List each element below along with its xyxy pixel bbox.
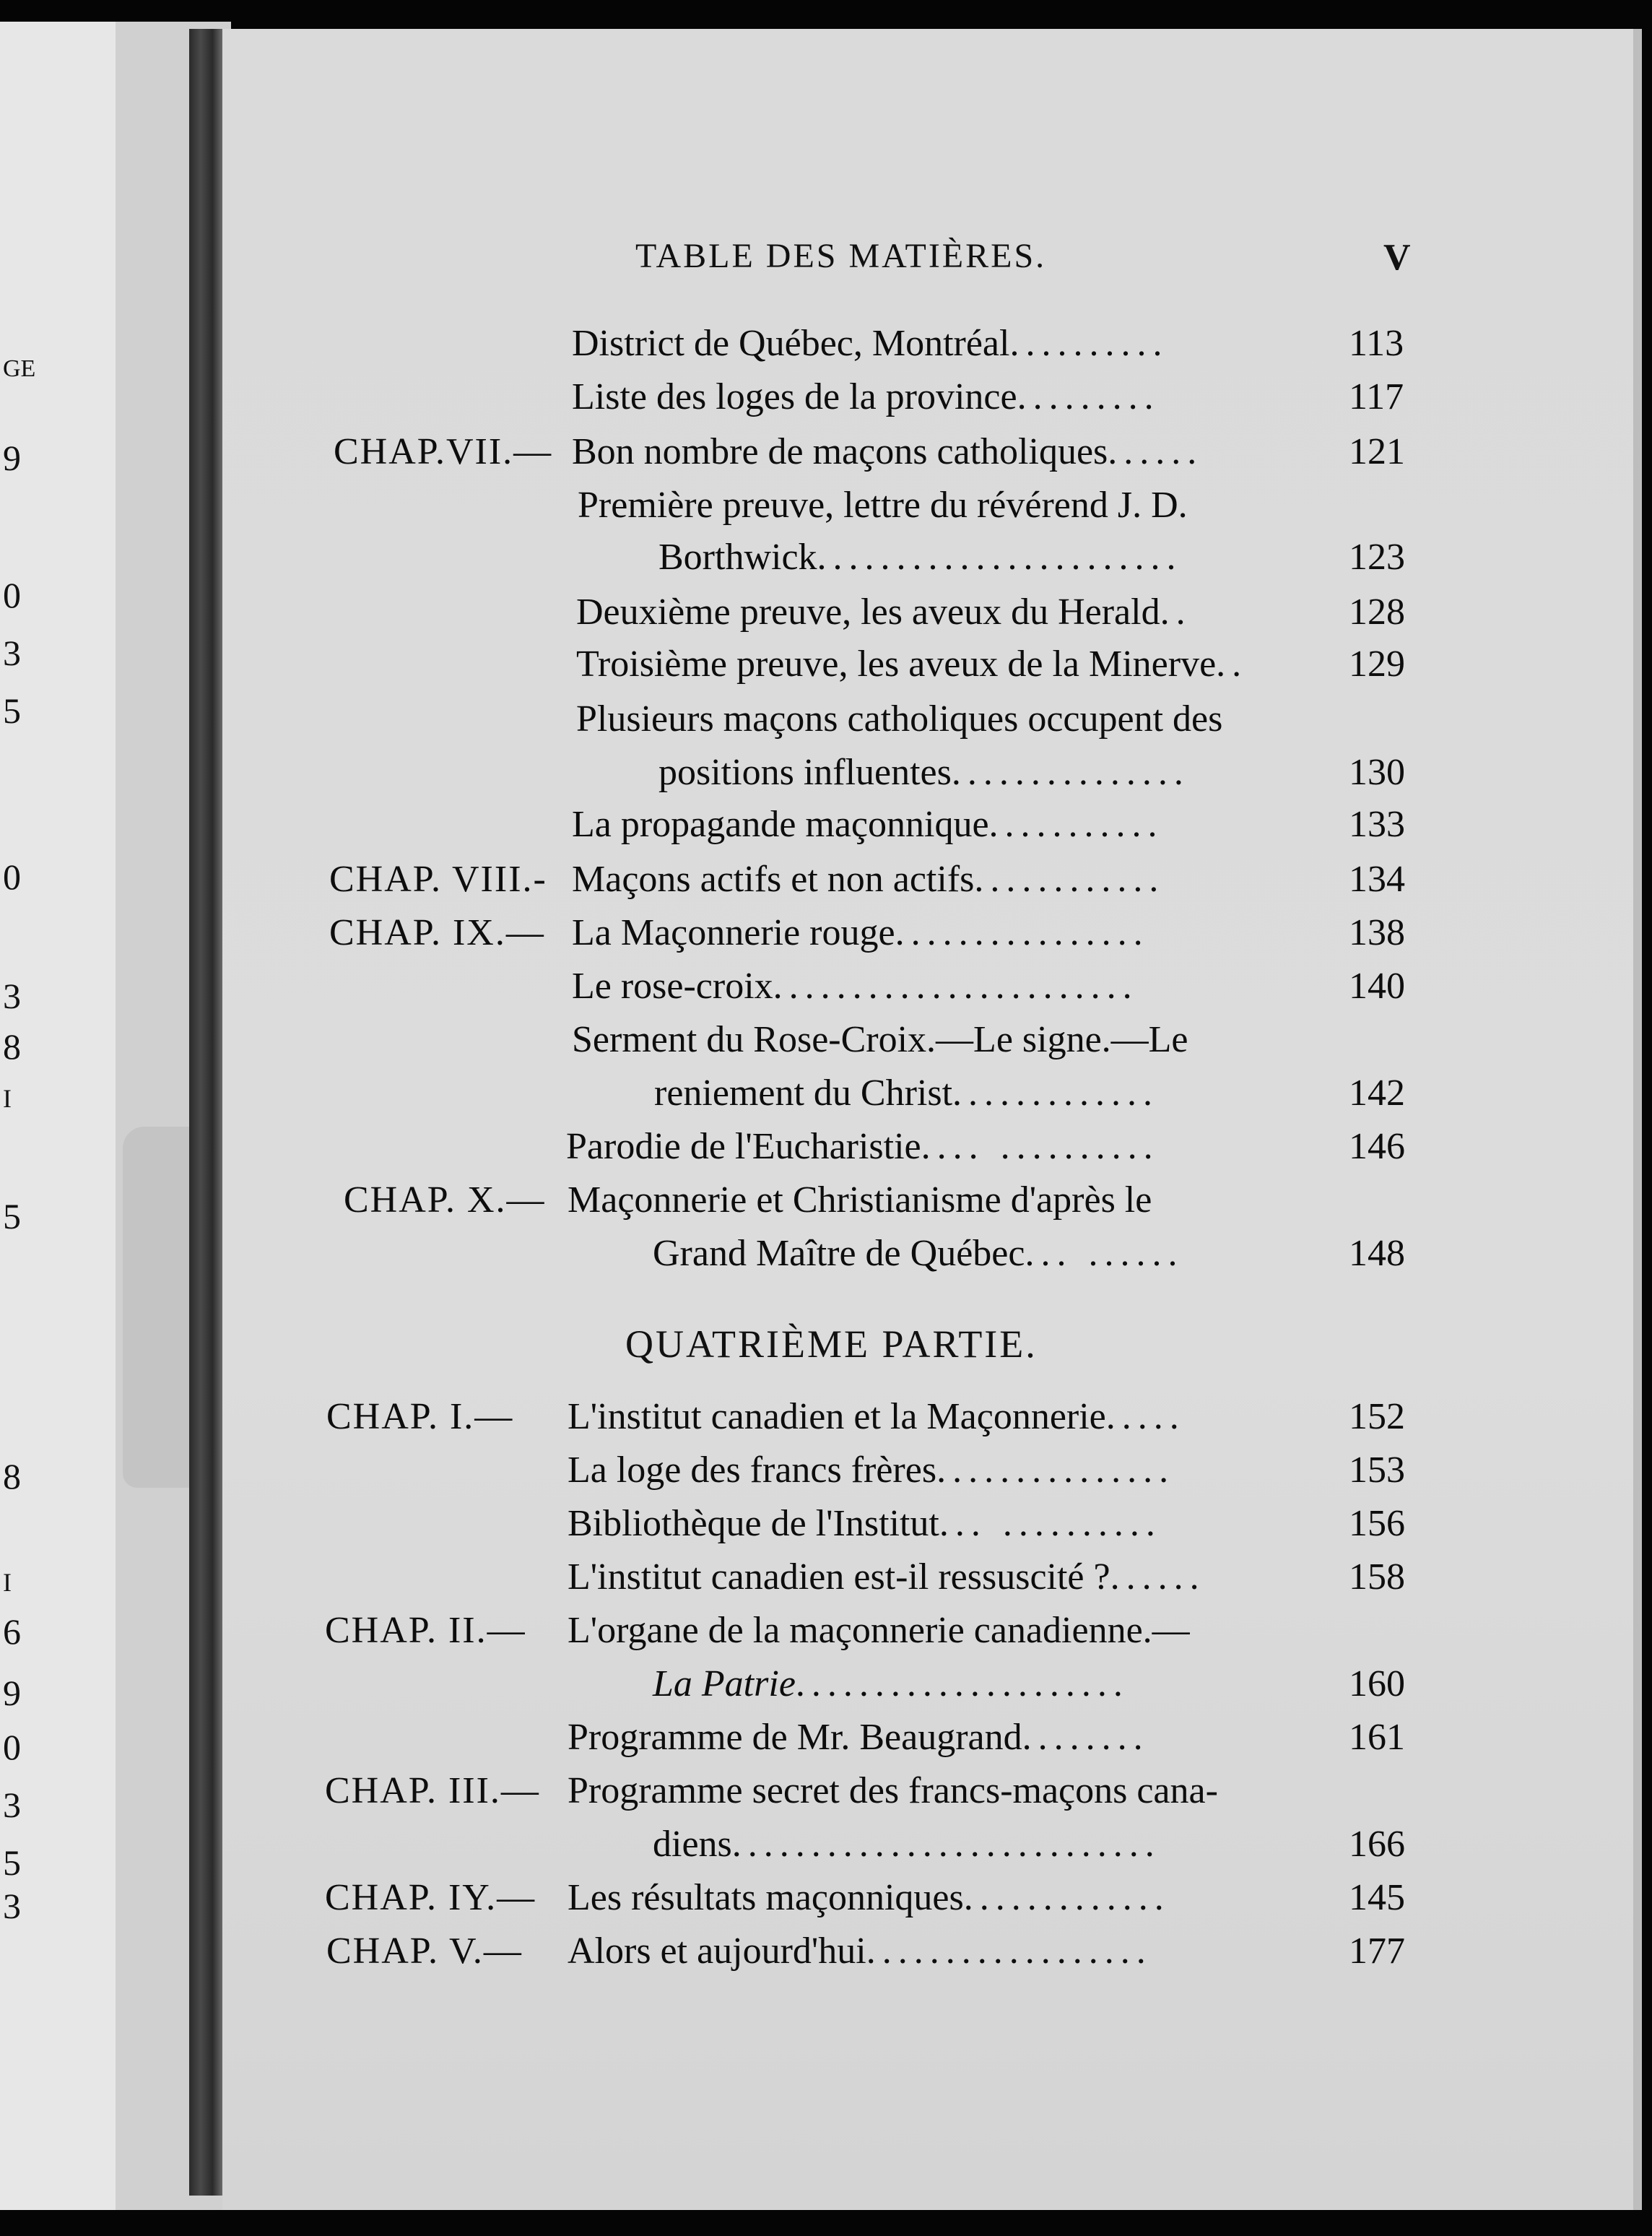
left-page-text: 5 xyxy=(3,690,21,731)
left-page-text: 9 xyxy=(3,1673,21,1713)
toc-page-number: 140 xyxy=(1349,966,1405,1007)
toc-page-number: 133 xyxy=(1349,804,1405,845)
toc-entry-title: L'organe de la maçonnerie canadienne.— xyxy=(568,1610,1190,1651)
toc-entry xyxy=(578,484,1188,526)
left-page-text: 8 xyxy=(3,1026,21,1067)
toc-entry-title: District de Québec, Montréal xyxy=(572,323,1010,364)
left-page-text: GE xyxy=(3,355,36,382)
toc-entry-title: Serment du Rose-Croix.—Le signe.—Le xyxy=(572,1019,1188,1060)
toc-page-number: 156 xyxy=(1349,1503,1405,1544)
toc-entry-title: Bibliothèque de l'Institut xyxy=(568,1503,939,1544)
toc-entry-title: Grand Maître de Québec xyxy=(653,1233,1025,1274)
toc-page-number: 117 xyxy=(1349,376,1404,417)
chapter-label: CHAP. IY.— xyxy=(325,1877,536,1918)
part-heading: QUATRIÈME PARTIE. xyxy=(625,1322,1038,1366)
toc-entry-title: Alors et aujourd'hui xyxy=(568,1930,866,1972)
toc-page-number: 129 xyxy=(1349,644,1405,685)
left-page-text: 3 xyxy=(3,1886,21,1926)
toc-entry-title: Borthwick xyxy=(658,537,817,578)
dot-leader: .. xyxy=(1216,644,1248,685)
toc-entry-title: La propagande maçonnique xyxy=(572,804,989,845)
toc-entry-title: Liste des loges de la province xyxy=(572,376,1017,417)
toc-entry xyxy=(568,1769,1218,1812)
toc-entry xyxy=(568,1876,1170,1919)
chapter-label: CHAP. X.— xyxy=(344,1179,546,1221)
toc-entry xyxy=(568,1395,1186,1438)
toc-entry-title: Troisième preuve, les aveux de la Minerve xyxy=(576,644,1217,685)
chapter-label: CHAP. II.— xyxy=(325,1610,526,1651)
dot-leader: .. xyxy=(1160,592,1192,633)
toc-entry xyxy=(572,376,1160,418)
toc-entry xyxy=(654,1072,1159,1114)
left-page-text: I xyxy=(3,1568,12,1597)
toc-entry xyxy=(568,1502,1162,1545)
toc-page-number: 128 xyxy=(1349,592,1405,633)
toc-entry xyxy=(572,322,1168,365)
toc-entry xyxy=(653,1663,1129,1705)
toc-entry-title: La Patrie xyxy=(653,1663,796,1704)
left-page-text: 5 xyxy=(3,1196,21,1236)
toc-page-number: 130 xyxy=(1349,752,1405,793)
dot-leader: ............. xyxy=(963,1877,1170,1918)
page-edge xyxy=(1633,29,1642,2210)
toc-entry xyxy=(572,803,1164,846)
dot-leader: .... .......... xyxy=(921,1126,1160,1167)
toc-entry-title: reniement du Christ xyxy=(654,1072,953,1114)
toc-entry-title: Programme secret des francs-maçons cana- xyxy=(568,1770,1218,1811)
toc-entry-title: La loge des francs frères xyxy=(568,1450,937,1491)
toc-entry-title: Première preuve, lettre du révérend J. D. xyxy=(578,485,1188,526)
chapter-label: CHAP. VIII.- xyxy=(329,859,547,900)
toc-page-number: 166 xyxy=(1349,1824,1405,1865)
toc-entry xyxy=(572,911,1149,954)
dot-leader: ........ xyxy=(1022,1717,1149,1758)
toc-entry xyxy=(572,858,1165,901)
dot-leader: ............. xyxy=(952,1072,1160,1114)
dot-leader: ......... xyxy=(1017,376,1160,417)
toc-page-number: 145 xyxy=(1349,1877,1405,1918)
toc-entry-title: L'institut canadien et la Maçonnerie xyxy=(568,1396,1106,1437)
toc-entry xyxy=(568,1930,1152,1972)
toc-entry-title: La Maçonnerie rouge xyxy=(572,912,895,953)
toc-entry xyxy=(576,591,1192,633)
dot-leader: ..... xyxy=(1105,1396,1186,1437)
toc-page-number: 161 xyxy=(1349,1717,1405,1758)
dot-leader: ... ...... xyxy=(1025,1233,1184,1274)
dot-leader: ..................... xyxy=(795,1663,1129,1704)
chapter-label: CHAP.VII.— xyxy=(334,431,553,472)
toc-entry xyxy=(576,643,1248,685)
running-header-page-number: V xyxy=(1383,237,1411,278)
running-header-title: TABLE DES MATIÈRES. xyxy=(635,237,1047,275)
toc-entry xyxy=(658,536,1183,578)
toc-page-number: 158 xyxy=(1349,1556,1405,1598)
toc-entry xyxy=(653,1232,1183,1275)
dot-leader: ............... xyxy=(936,1450,1175,1491)
toc-entry-title: Programme de Mr. Beaugrand xyxy=(568,1717,1022,1758)
dot-leader: ........... xyxy=(988,804,1164,845)
toc-entry-title: Parodie de l'Eucharistie xyxy=(566,1126,921,1167)
toc-entry-title: Bon nombre de maçons catholiques xyxy=(572,431,1108,472)
dot-leader: ............... xyxy=(951,752,1190,793)
toc-page-number: 134 xyxy=(1349,859,1405,900)
left-page-text: 5 xyxy=(3,1842,21,1883)
dot-leader: ....................... xyxy=(817,537,1183,578)
toc-page-number: 123 xyxy=(1349,537,1405,578)
toc-entry xyxy=(572,965,1139,1008)
left-page-text: 0 xyxy=(3,575,21,615)
chapter-label: CHAP. I.— xyxy=(326,1396,514,1437)
toc-page-number: 138 xyxy=(1349,912,1405,953)
toc-page-number: 153 xyxy=(1349,1450,1405,1491)
dot-leader: ........................... xyxy=(731,1824,1161,1865)
book-spine xyxy=(189,29,222,2196)
left-page-text: 8 xyxy=(3,1456,21,1496)
left-page-text: 3 xyxy=(3,976,21,1016)
left-page-text: 3 xyxy=(3,1785,21,1825)
toc-entry-title: Maçons actifs et non actifs xyxy=(572,859,975,900)
toc-entry xyxy=(568,1179,1152,1221)
toc-entry xyxy=(566,1125,1160,1168)
toc-page-number: 146 xyxy=(1349,1126,1405,1167)
toc-entry-title: L'institut canadien est-il ressuscité ? xyxy=(568,1556,1110,1598)
toc-page-number: 177 xyxy=(1349,1930,1405,1972)
toc-page-number: 160 xyxy=(1349,1663,1405,1704)
toc-entry-title: Les résultats maçonniques xyxy=(568,1877,964,1918)
toc-page-number: 121 xyxy=(1349,431,1405,472)
left-page-text: 9 xyxy=(3,438,21,478)
toc-entry-title: Deuxième preuve, les aveux du Herald xyxy=(576,592,1160,633)
toc-entry xyxy=(572,430,1203,473)
toc-page-number: 148 xyxy=(1349,1233,1405,1274)
dot-leader: ... .......... xyxy=(939,1503,1162,1544)
left-page-text: 3 xyxy=(3,633,21,673)
left-page-text: 6 xyxy=(3,1611,21,1652)
toc-page-number: 113 xyxy=(1349,323,1404,364)
left-page-text: 0 xyxy=(3,857,21,897)
dot-leader: ....................... xyxy=(773,966,1139,1007)
toc-entry-title: Plusieurs maçons catholiques occupent des xyxy=(576,698,1223,740)
left-page-text: 0 xyxy=(3,1727,21,1767)
chapter-label: CHAP. V.— xyxy=(326,1930,523,1972)
dot-leader: .................. xyxy=(866,1930,1152,1972)
dot-leader: ...... xyxy=(1110,1556,1206,1598)
toc-entry xyxy=(568,1716,1149,1759)
toc-entry-title: diens xyxy=(653,1824,732,1865)
toc-entry xyxy=(568,1609,1190,1652)
toc-entry xyxy=(576,698,1222,740)
chapter-label: CHAP. IX.— xyxy=(329,912,545,953)
toc-page-number: 142 xyxy=(1349,1072,1405,1114)
dot-leader: ................ xyxy=(895,912,1149,953)
toc-entry xyxy=(653,1823,1161,1866)
toc-entry xyxy=(568,1449,1175,1491)
toc-entry xyxy=(572,1018,1188,1061)
toc-entry xyxy=(568,1556,1206,1598)
dot-leader: ............ xyxy=(974,859,1165,900)
toc-entry-title: Maçonnerie et Christianisme d'après le xyxy=(568,1179,1152,1221)
dot-leader: ...... xyxy=(1108,431,1204,472)
chapter-label: CHAP. III.— xyxy=(325,1770,540,1811)
toc-entry-title: positions influentes xyxy=(658,752,952,793)
toc-page-number: 152 xyxy=(1349,1396,1405,1437)
left-page-text: I xyxy=(3,1084,12,1113)
toc-entry-title: Le rose-croix xyxy=(572,966,773,1007)
toc-entry xyxy=(658,751,1190,794)
dot-leader: .......... xyxy=(1009,323,1169,364)
